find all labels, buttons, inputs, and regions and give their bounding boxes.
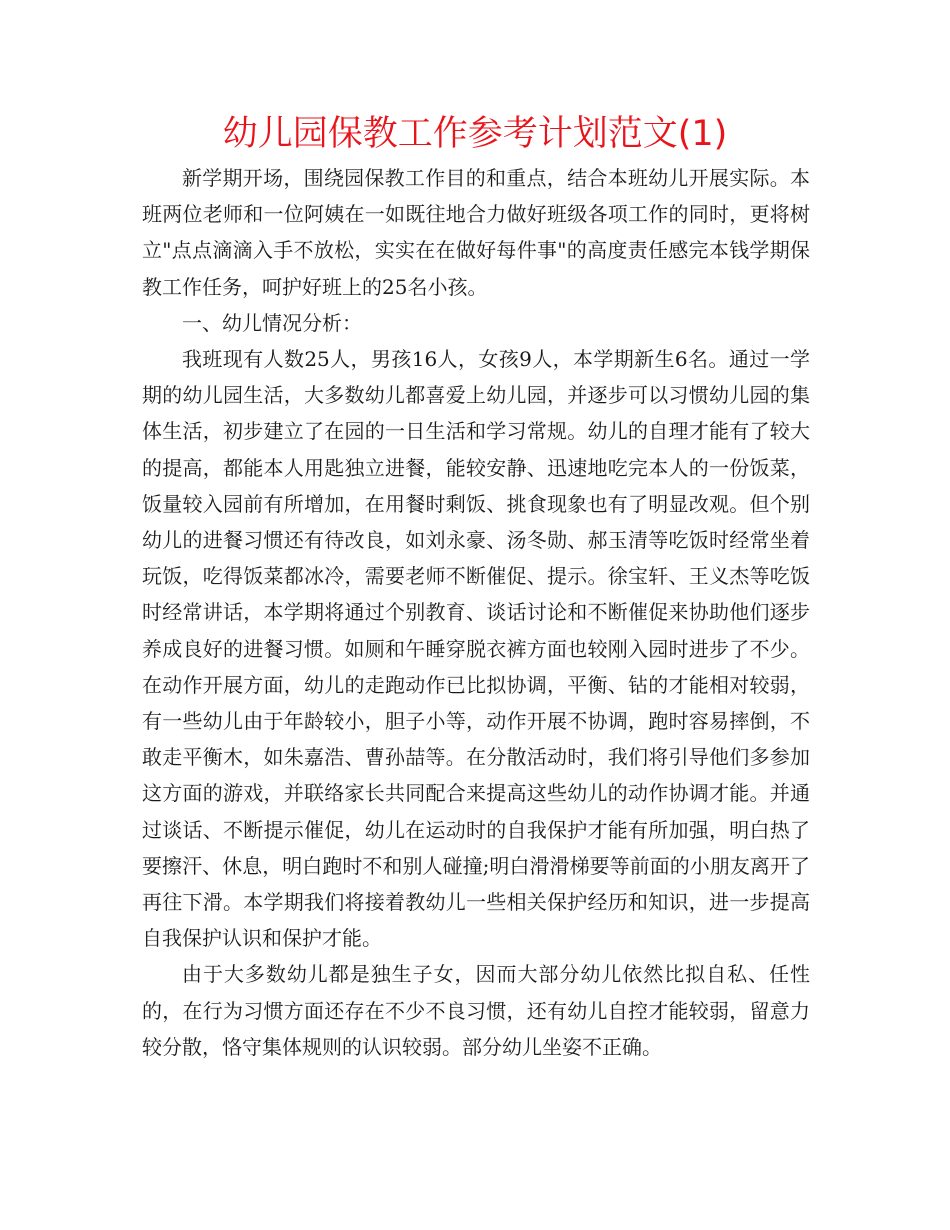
intro-paragraph: 新学期开场，围绕园保教工作目的和重点，结合本班幼儿开展实际。本班两位老师和一位阿姨在一如既往地合力做好班级各项工作的同时，更将树立"点点滴滴入手不放松，实实在在做好每件事"的高度责任感完本钱学期保教工作任务，呵护好班上的25名小孩。 [142,166,810,299]
document-title: 幼儿园保教工作参考计划范文(1) [222,114,728,154]
document-body [142,160,810,1065]
behavior-paragraph: 由于大多数幼儿都是独生子女，因而大部分幼儿依然比拟自私、任性的，在行为习惯方面还存在不少不良习惯，还有幼儿自控才能较弱，留意力较分散，恪守集体规则的认识较弱。部分幼儿坐姿不正确。 [142,962,810,1059]
analysis-paragraph: 我班现有人数25人，男孩16人，女孩9人，本学期新生6名。通过一学期的幼儿园生活，大多数幼儿都喜爱上幼儿园，并逐步可以习惯幼儿园的集体生活，初步建立了在园的一日生活和学习常规。幼儿的自理才能有了较大的提高，都能本人用匙独立进餐，能较安静、迅速地吃完本人的一份饭菜，饭量较入园前有所增加，在用餐时剩饭、挑食现象也有了明显改观。但个别幼儿的进餐习惯还有待改良，如刘永豪、汤冬勋、郝玉清等吃饭时经常坐着玩饭，吃得饭菜都冰冷，需要老师不断催促、提示。徐宝轩、王义杰等吃饭时经常讲话，本学期将通过个别教育、谈话讨论和不断催促来协助他们逐步养成良好的进餐习惯。如厕和午睡穿脱衣裤方面也较刚入园时进步了不少。在动作开展方面，幼儿的走跑动作已比拟协调，平衡、钻的才能相对较弱，有一些幼儿由于年龄较小，胆子小等，动作开展不协调，跑时容易摔倒，不敢走平衡木，如朱嘉浩、曹孙喆等。在分散活动时，我们将引导他们多参加这方面的游戏，并联络家长共同配合来提高这些幼儿的动作协调才能。并通过谈话、不断提示催促，幼儿在运动时的自我保护才能有所加强，明白热了要擦汗、休息，明白跑时不和别人碰撞;明白滑滑梯要等前面的小朋友离开了再往下滑。本学期我们将接着教幼儿一些相关保护经历和知识，进一步提高自我保护认识和保护才能。 [142,347,810,951]
section-heading: 一、幼儿情况分析： [182,310,362,335]
